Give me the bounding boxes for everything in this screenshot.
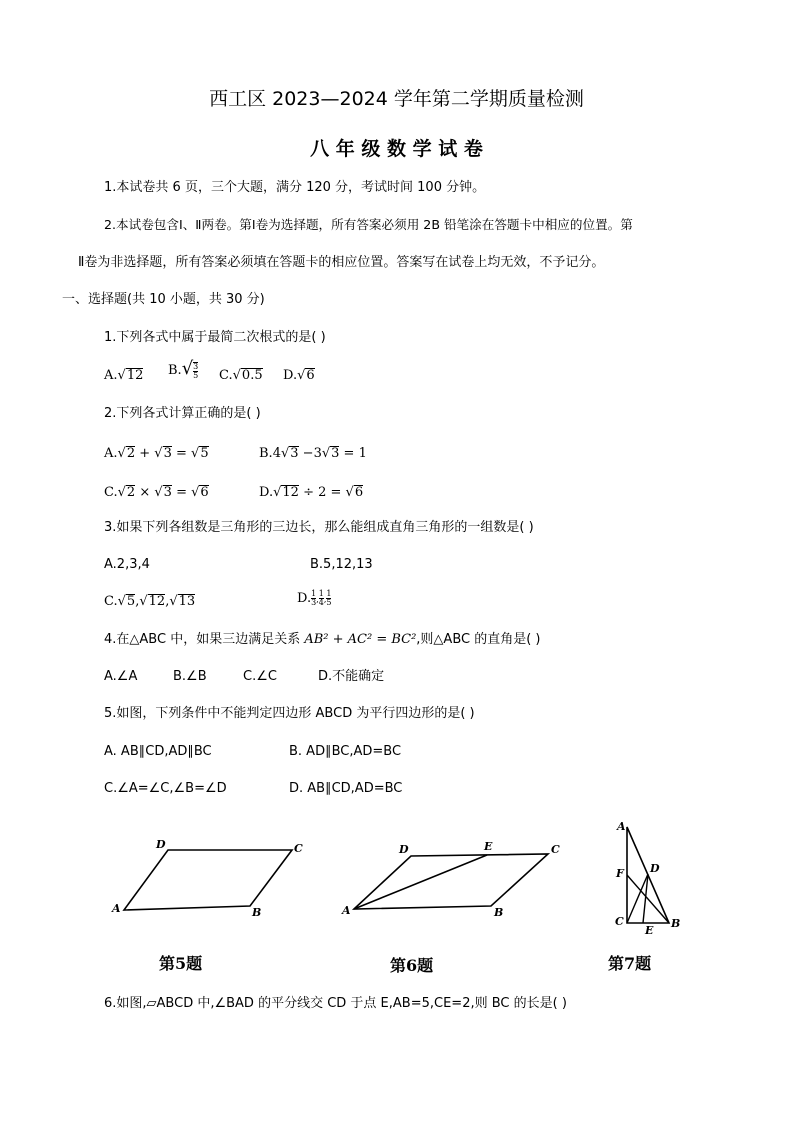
exam-title: 西工区 2023—2024 学年第二学期质量检测: [209, 88, 584, 110]
question-1-stem: 1.下列各式中属于最简二次根式的是( ): [104, 330, 326, 345]
figure-5-caption: 第5题: [159, 954, 203, 973]
question-2-option-a: A.√2 + √3 = √5: [104, 446, 209, 461]
section-heading: 一、选择题(共 10 小题，共 30 分): [62, 292, 265, 307]
figure-7-triangle: [615, 820, 680, 937]
question-6-stem: 6.如图,▱ABCD 中,∠BAD 的平分线交 CD 于点 E,AB=5,CE=2,则 BC 的长是( ): [104, 996, 567, 1011]
figure-7-caption: 第7题: [608, 954, 652, 973]
question-2-option-b: B.4√3 −3√3 = 1: [259, 446, 367, 461]
figure-6-caption: 第6题: [390, 956, 434, 975]
instruction-1: 1.本试卷共 6 页，三个大题，满分 120 分，考试时间 100 分钟。: [104, 180, 486, 195]
instruction-2a: 2.本试卷包含Ⅰ、Ⅱ两卷。第Ⅰ卷为选择题，所有答案必须用 2B 铅笔涂在答题卡中相应的位置。第: [104, 217, 633, 232]
figure-6-parallelogram: [341, 840, 560, 919]
fig7-label-d: D: [650, 862, 660, 875]
fig5-label-c: C: [294, 842, 303, 855]
question-3-option-c: C.√5,√12,√13: [104, 594, 196, 609]
fig7-label-b: B: [671, 917, 681, 930]
question-1-option-a: A.√12: [104, 368, 144, 383]
fig5-label-b: B: [252, 906, 262, 919]
fig5-label-d: D: [156, 838, 166, 851]
question-3-option-a: A.2,3,4: [104, 557, 150, 572]
question-5-option-d: D. AB∥CD,AD=BC: [289, 781, 403, 796]
question-1-option-c: C.√0.5: [219, 368, 263, 383]
figures-svg: [0, 810, 793, 950]
question-5-stem: 5.如图，下列条件中不能判定四边形 ABCD 为平行四边形的是( ): [104, 706, 475, 721]
question-5-option-b: B. AD∥BC,AD=BC: [289, 744, 402, 759]
fig7-label-e: E: [645, 924, 654, 937]
question-5-option-c: C.∠A=∠C,∠B=∠D: [104, 781, 227, 796]
question-4-option-a: A.∠A: [104, 669, 138, 684]
fig6-label-b: B: [494, 906, 504, 919]
question-4-option-b: B.∠B: [173, 669, 207, 684]
question-2-stem: 2.下列各式计算正确的是( ): [104, 406, 261, 421]
question-4-stem: 4.在△ABC 中，如果三边满足关系 AB² + AC² = BC²,则△ABC 的直角是( ): [104, 632, 541, 647]
fig6-label-c: C: [551, 843, 560, 856]
fig7-label-f: F: [616, 867, 624, 880]
fig6-label-e: E: [484, 840, 493, 853]
question-4-formula: AB² + AC² = BC²: [304, 632, 417, 647]
figure-5-parallelogram: [111, 838, 303, 919]
question-4-option-c: C.∠C: [243, 669, 277, 684]
question-4-option-d: D.不能确定: [318, 669, 385, 684]
question-3-option-b: B.5,12,13: [310, 557, 373, 572]
question-3-stem: 3.如果下列各组数是三角形的三边长，那么能组成直角三角形的一组数是( ): [104, 520, 534, 535]
question-3-option-d: D. $\frac{1}{3}$ , $\frac{1}{4}$ , $\frac{1}{5}$: [297, 589, 332, 607]
fig7-label-c: C: [615, 915, 624, 928]
question-2-option-c: C.√2 × √3 = √6: [104, 485, 209, 500]
question-5-option-a: A. AB∥CD,AD∥BC: [104, 744, 212, 759]
question-1-option-b: B.√ $\frac{3}{5}$: [168, 358, 199, 380]
instruction-2b: Ⅱ卷为非选择题，所有答案必须填在答题卡的相应位置。答案写在试卷上均无效，不予记分。: [78, 255, 605, 270]
fig7-label-a: A: [617, 820, 626, 833]
exam-subtitle: 八 年 级 数 学 试 卷: [310, 138, 483, 160]
fig6-label-d: D: [399, 843, 409, 856]
fig6-label-a: A: [342, 904, 351, 917]
question-1-option-d: D.√6: [283, 368, 315, 383]
fig5-label-a: A: [112, 902, 121, 915]
question-2-option-d: D.√12 ÷ 2 = √6: [259, 485, 364, 500]
